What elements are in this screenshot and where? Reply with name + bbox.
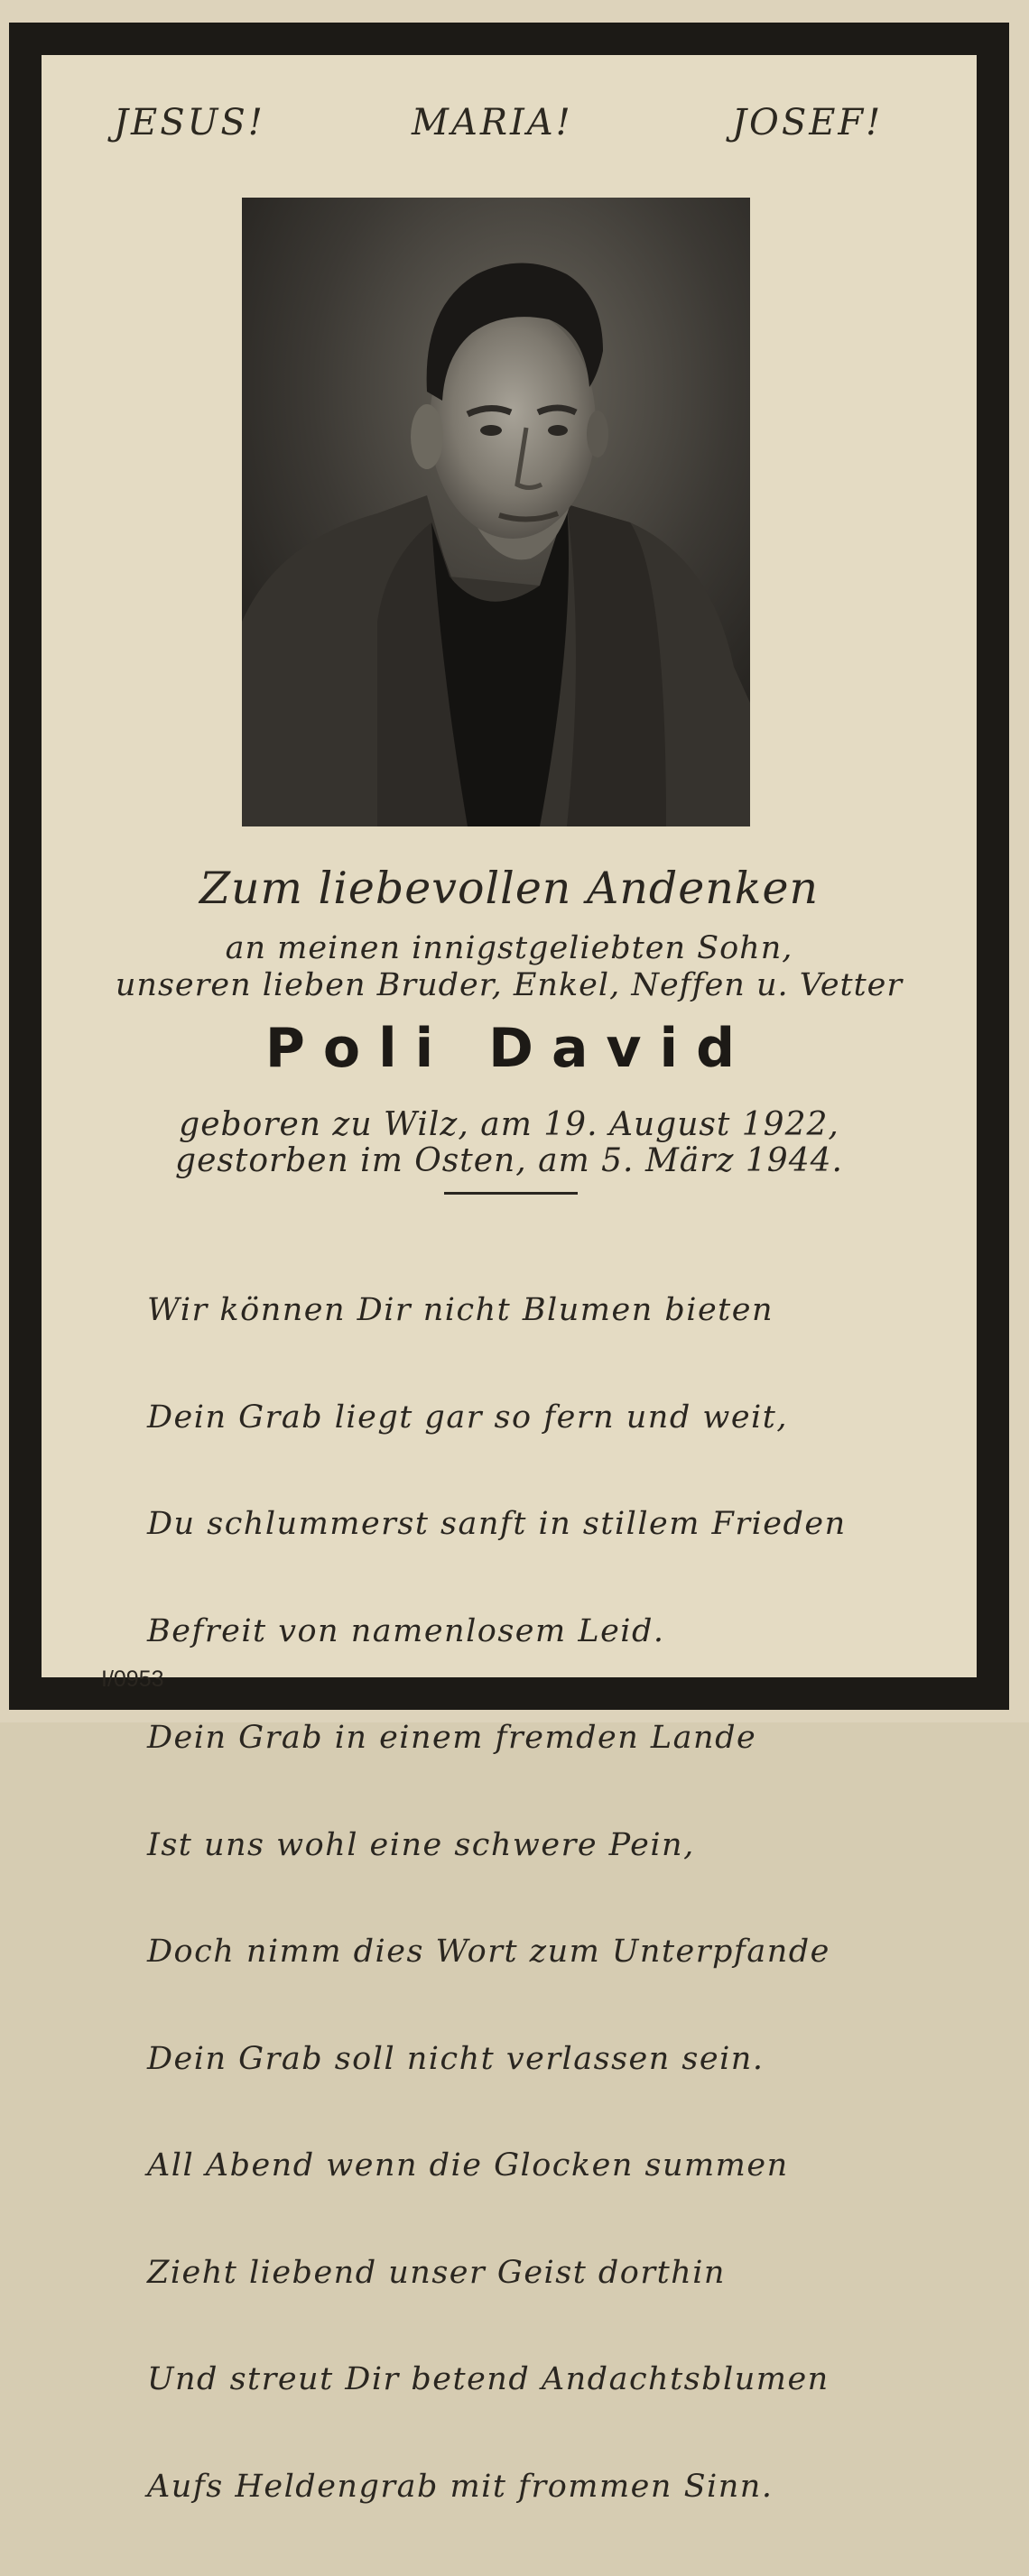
catalog-code: I/0953 <box>101 1667 164 1692</box>
deceased-name: Poli David <box>264 1017 754 1080</box>
mourning-border <box>9 23 1009 2505</box>
poem-line: Zieht liebend unser Geist dorthin <box>147 2254 726 2291</box>
dedication-line-2: unseren lieben Bruder, Enkel, Neffen u. Vetter <box>115 967 904 1003</box>
poem-line: Dein Grab liegt gar so fern und weit, <box>147 1399 788 1436</box>
portrait-illustration <box>242 198 750 826</box>
poem-line: Wir können Dir nicht Blumen bieten <box>147 1292 774 1328</box>
card-content <box>42 55 977 2505</box>
divider-rule <box>444 1192 578 1195</box>
invocation-jesus: JESUS! <box>114 102 265 143</box>
poem-line: Ist uns wohl eine schwere Pein, <box>147 1826 695 1863</box>
poem-line: Dein Grab soll nicht verlassen sein. <box>147 2040 765 2077</box>
memorial-heading: Zum liebevollen Andenken <box>199 863 820 914</box>
poem-line: Doch nimm dies Wort zum Unterpfande <box>147 1934 830 1970</box>
invocation-josef: JOSEF! <box>732 102 884 143</box>
poem-line: Du schlummerst sanft in stillem Frieden <box>147 1506 847 1542</box>
portrait-photo <box>242 198 750 826</box>
dedication-line-1: an meinen innigstgeliebten Sohn, <box>225 930 793 966</box>
poem-line: Und streut Dir betend Andachtsblumen <box>147 2361 830 2397</box>
birth-line: geboren zu Wilz, am 19. August 1922, <box>179 1106 839 1143</box>
invocation-header <box>42 102 977 147</box>
death-line: gestorben im Osten, am 5. März 1944. <box>175 1142 843 1179</box>
invocation-maria: MARIA! <box>412 102 573 143</box>
poem-line: Aufs Heldengrab mit frommen Sinn. <box>147 2468 774 2505</box>
memorial-poem <box>147 1222 978 2576</box>
poem-line: Befreit von namenlosem Leid. <box>147 1612 665 1649</box>
poem-line: All Abend wenn die Glocken summen <box>147 2147 789 2184</box>
poem-line: Dein Grab in einem fremden Lande <box>147 1720 757 1756</box>
